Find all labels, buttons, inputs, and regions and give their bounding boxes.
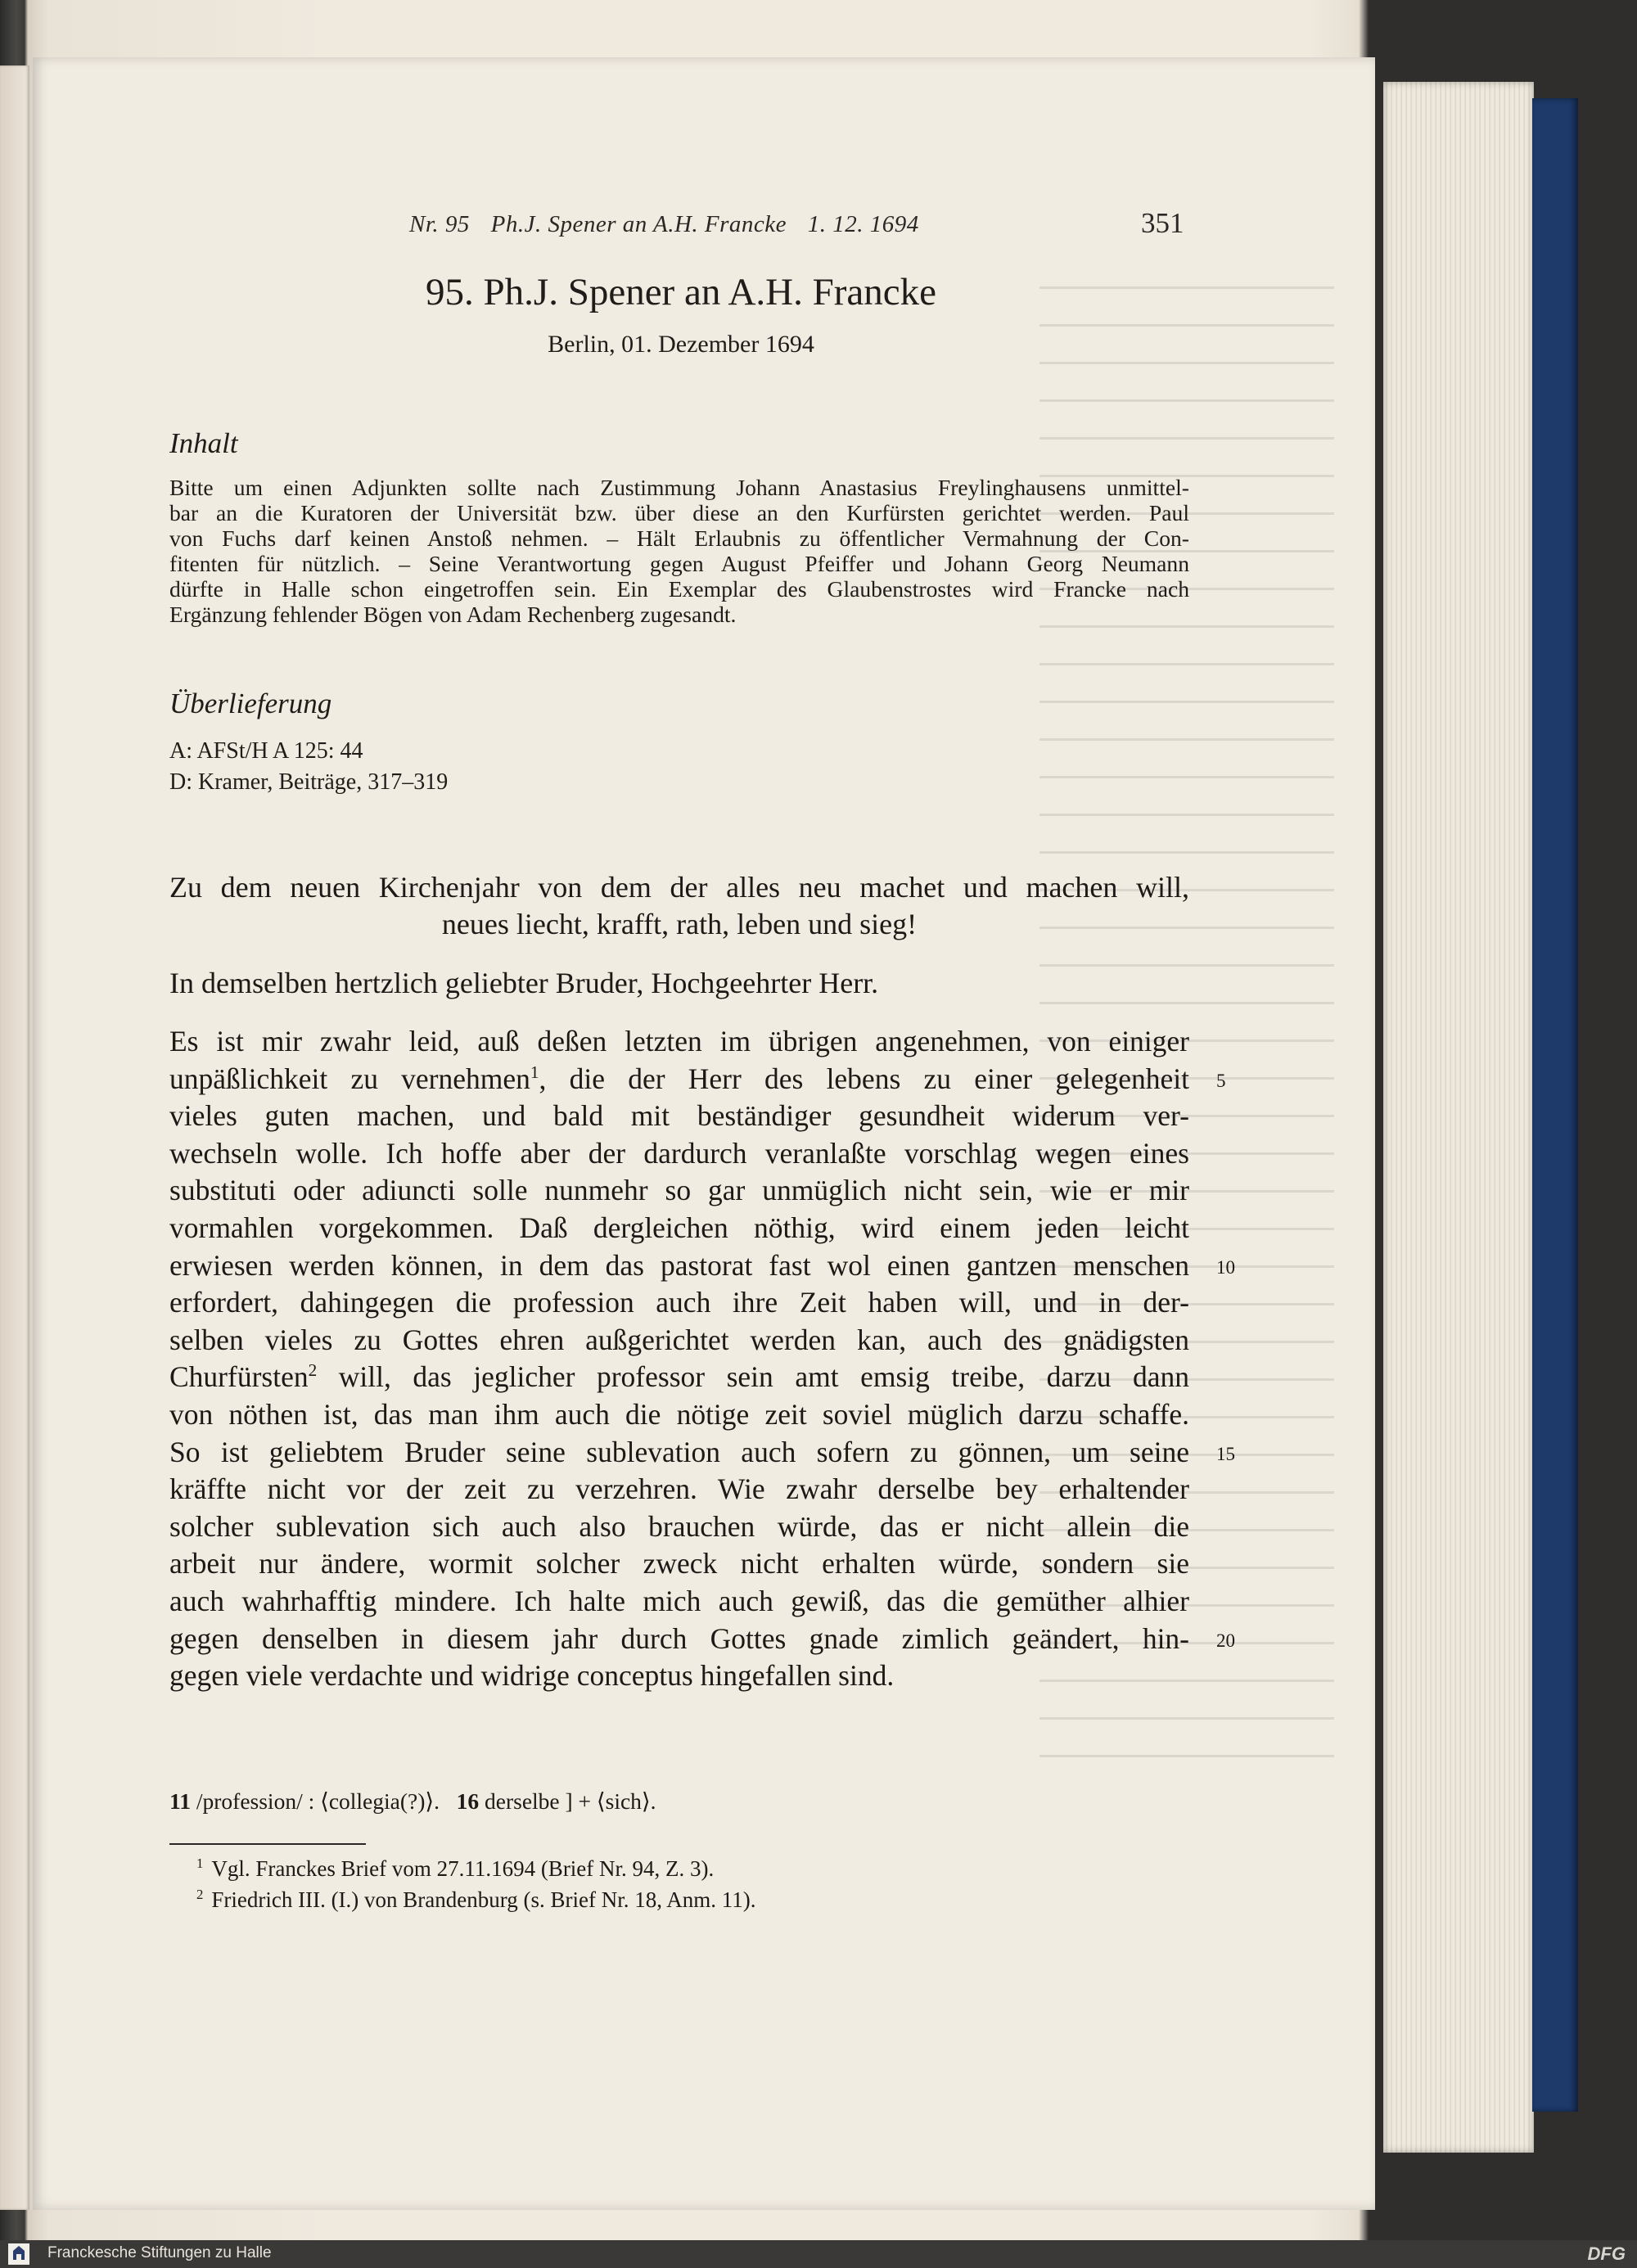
- dfg-logo: DFG: [1587, 2243, 1626, 2264]
- source-d: D: Kramer, Beiträge, 317–319: [169, 769, 449, 795]
- footnote: [196, 1856, 714, 1882]
- footnote-mark: 2: [196, 1887, 204, 1902]
- inhalt-heading: Inhalt: [169, 427, 238, 459]
- body-line: wechseln wolle. Ich hoffe aber der dardurch veranlaßte vorschlag wegen eines: [169, 1136, 1189, 1170]
- summary-line: bar an die Kuratoren der Universität bzw. über diese an den Kurfürsten gerichtet werden. Paul: [169, 500, 1189, 525]
- place-date: Berlin, 01. Dezember 1694: [548, 331, 814, 358]
- apparatus-line-ref: 11: [169, 1788, 191, 1814]
- body-line: Churfürsten$^2$ will, das jeglicher professor sein amt emsig treibe, darzu dann: [169, 1360, 1189, 1394]
- body-line: substituti oder adiuncti solle nunmehr so gar unmüglich nicht sein, wie er mir: [169, 1174, 1189, 1207]
- letter-number: Nr. 95: [409, 211, 470, 237]
- page-number: 351: [1141, 207, 1184, 239]
- facing-page-edge: [0, 65, 29, 2210]
- institution-logo-icon: [8, 2243, 29, 2265]
- body-line: unpäßlichkeit zu vernehmen$^1$, die der Herr des lebens zu einer gelegenheit: [169, 1062, 1189, 1095]
- apparatus-entry: derselbe ] + ⟨sich⟩.: [485, 1788, 656, 1814]
- salutation-line: neues liecht, krafft, rath, leben und sieg!: [441, 908, 918, 940]
- line-number: 5: [1216, 1071, 1226, 1091]
- footnote-text: Friedrich III. (I.) von Brandenburg (s. Brief Nr. 18, Anm. 11).: [211, 1887, 756, 1912]
- letter-date: 1. 12. 1694: [807, 211, 919, 237]
- summary-line: dürfte in Halle schon eingetroffen sein. Ein Exemplar des Glaubenstrostes wird Francke nach: [169, 576, 1189, 602]
- body-line: arbeit nur ändere, wormit solcher zweck nicht erhalten würde, sondern sie: [169, 1547, 1189, 1580]
- footnote-mark: 1: [196, 1855, 204, 1871]
- summary-line: von Fuchs darf keinen Anstoß nehmen. – Hält Erlaubnis zu öffentlicher Vermahnung der Con-: [169, 525, 1189, 551]
- page-block-edges: [1383, 82, 1534, 2153]
- line-number: 10: [1216, 1257, 1235, 1278]
- salutation-line: Zu dem neuen Kirchenjahr von dem der alles neu machet und machen will,: [169, 871, 1189, 904]
- body-line: gegen denselben in diesem jahr durch Gottes gnade zimlich geändert, hin-: [169, 1621, 1189, 1655]
- book-cover: [1532, 98, 1578, 2112]
- salutation: [169, 869, 1189, 943]
- body-line: auch wahrhafftig mindere. Ich halte mich auch gewiß, das die gemüther alhier: [169, 1584, 1189, 1617]
- footnote-rule: [169, 1843, 366, 1845]
- viewer-footer: [0, 2240, 1637, 2268]
- institution-name: Franckesche Stiftungen zu Halle: [47, 2244, 272, 2261]
- body-line: erwiesen werden können, in dem das pastorat fast wol einen gantzen menschen: [169, 1248, 1189, 1282]
- body-line: So ist geliebtem Bruder seine sublevation auch sofern zu gönnen, um seine: [169, 1435, 1189, 1468]
- body-line: erfordert, dahingegen die profession auch ihre Zeit haben will, und in der-: [169, 1286, 1189, 1319]
- greeting: In demselben hertzlich geliebter Bruder, Hochgeehrter Herr.: [169, 967, 879, 999]
- correspondents: Ph.J. Spener an A.H. Francke: [490, 211, 787, 237]
- body-line: gegen viele verdachte und widrige conceptus hingefallen sind.: [169, 1659, 895, 1693]
- body-line: solcher sublevation sich auch also brauchen würde, das er nicht allein die: [169, 1509, 1189, 1543]
- footnote: [196, 1887, 756, 1913]
- summary-line: fitenten für nützlich. – Seine Verantwortung gegen August Pfeiffer und Johann Georg Neumann: [169, 551, 1189, 576]
- line-number: 20: [1216, 1630, 1235, 1651]
- body-line: von nöthen ist, das man ihm auch die nötige zeit soviel müglich darzu schaffe.: [169, 1397, 1189, 1431]
- body-line: selben vieles zu Gottes ehren außgerichtet werden kan, auch des gnädigsten: [169, 1323, 1189, 1356]
- summary: [169, 475, 1189, 627]
- critical-apparatus: [169, 1788, 656, 1815]
- body-line: kräffte nicht vor der zeit zu verzehren. Wie zwahr derselbe bey erhaltender: [169, 1472, 1189, 1506]
- body-line: vormahlen vorgekommen. Daß dergleichen nöthig, wird einem jeden leicht: [169, 1211, 1189, 1244]
- line-number: 15: [1216, 1444, 1235, 1464]
- footnote-text: Vgl. Franckes Brief vom 27.11.1694 (Brief Nr. 94, Z. 3).: [211, 1856, 715, 1881]
- letter-body: [169, 1023, 1189, 1695]
- apparatus-entry: /profession/ : ⟨collegia(?)⟩.: [196, 1788, 440, 1814]
- running-header: [409, 211, 1195, 238]
- apparatus-line-ref: 16: [456, 1788, 480, 1814]
- ueberlieferung-heading: Überlieferung: [169, 688, 332, 719]
- source-a: A: AFSt/H A 125: 44: [169, 738, 363, 764]
- body-line: Es ist mir zwahr leid, auß deßen letzten im übrigen angenehmen, von einiger: [169, 1025, 1189, 1057]
- summary-line: Ergänzung fehlender Bögen von Adam Rechenberg zugesandt.: [169, 602, 737, 627]
- body-line: vieles guten machen, und bald mit beständiger gesundheit widerum ver-: [169, 1099, 1189, 1133]
- letter-title: 95. Ph.J. Spener an A.H. Francke: [426, 271, 936, 313]
- summary-line: Bitte um einen Adjunkten sollte nach Zustimmung Johann Anastasius Freylinghausens unmittel-: [169, 475, 1189, 500]
